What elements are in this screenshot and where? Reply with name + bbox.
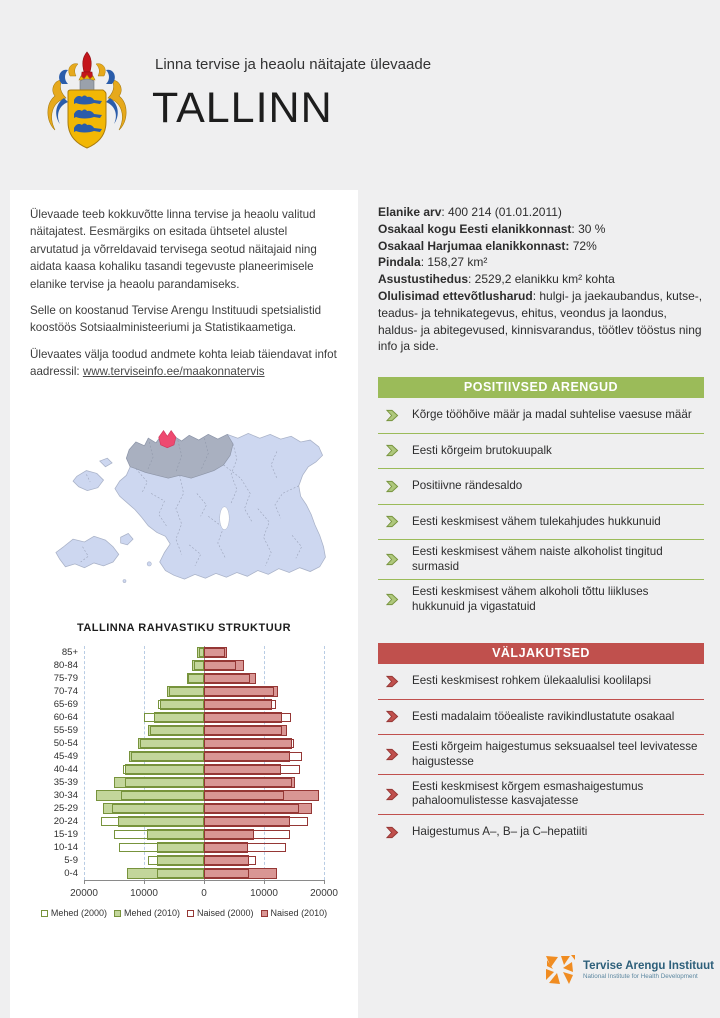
pyramid-bar: [131, 752, 204, 761]
legend-swatch: [41, 910, 48, 917]
chevron-right-icon: [386, 444, 399, 457]
pyramid-bar: [144, 713, 204, 722]
left-panel: [10, 190, 358, 1018]
legend-swatch: [261, 910, 268, 917]
challenges-section-header: VÄLJAKUTSED: [378, 643, 704, 664]
pyramid-bar: [123, 765, 204, 774]
terviseinfo-link[interactable]: www.terviseinfo.ee/maakonnatervis: [82, 365, 265, 379]
chevron-right-icon: [386, 409, 399, 422]
age-group-label: 60-64: [53, 712, 78, 723]
positives-section-header: POSITIIVSED ARENGUD: [378, 377, 704, 398]
pyramid-bar: [204, 674, 250, 683]
pyramid-bar: [204, 687, 274, 696]
pyramid-bar: [204, 739, 294, 748]
tai-logo-text: [583, 960, 714, 980]
intro-text: [10, 190, 358, 381]
positive-item: Eesti keskmisest vähem alkoholi tõttu liikluses hukkunuid ja vigastatuid: [378, 580, 704, 619]
pyramid-bar: [140, 739, 204, 748]
key-facts: [378, 204, 704, 355]
tallinn-coat-of-arms: [46, 50, 128, 162]
pyramid-bar: [112, 804, 204, 813]
pyramid-bar: [204, 791, 284, 800]
chart-legend: [10, 908, 358, 918]
tai-subtitle: National Institute for Health Development: [583, 973, 698, 980]
x-tick-label: 20000: [310, 888, 338, 899]
tai-burst-icon: [545, 955, 575, 985]
legend-item: Mehed (2010): [114, 908, 180, 918]
positive-item: Kõrge tööhõive määr ja madal suhtelise vaesuse määr: [378, 398, 704, 432]
pyramid-bar: [158, 700, 204, 709]
positive-item: Eesti keskmisest vähem naiste alkoholist tingitud surmasid: [378, 540, 704, 579]
saaremaa-island: [56, 536, 119, 567]
pyramid-bar: [101, 817, 204, 826]
chevron-right-icon: [386, 826, 399, 839]
intro-paragraph-1: Ülevaade teeb kokkuvõtte linna tervise ja heaolu valitud näitajatest. Eesmärgiks on esitada ühtsetel alustel arvutatud ja võrreldavaid tervisega seotud näitajaid ning aidata kaasa kohaliku tasandi tegevuste planeerimisele elanike tervise ja heaolu parandamiseks.: [30, 208, 317, 291]
positive-item: Positiivne rändesaldo: [378, 469, 704, 503]
legend-swatch: [187, 910, 194, 917]
legend-item: Naised (2010): [261, 908, 328, 918]
challenge-item: Eesti keskmisest rohkem ülekaalulisi koolilapsi: [378, 664, 704, 698]
fact-share-harjumaa: Osakaal Harjumaa elanikkonnast: 72%: [378, 238, 597, 253]
header: [0, 0, 720, 190]
pyramid-bar: [204, 778, 292, 787]
age-group-label: 75-79: [53, 673, 78, 684]
fact-density: Asustustihedus: 2529,2 elanikku km² kohta: [378, 272, 615, 287]
page-title: TALLINN: [152, 84, 333, 132]
hiiumaa-island: [73, 471, 103, 491]
x-tick-label: 20000: [70, 888, 98, 899]
challenge-item: Eesti kõrgeim haigestumus seksuaalsel teel levivatesse haigustesse: [378, 735, 704, 774]
x-tick-label: 0: [201, 888, 207, 899]
pyramid-bar: [114, 830, 204, 839]
intro-paragraph-2: Selle on koostanud Tervise Arengu Instituudi spetsialistid koostöös Sotsiaalministeeriumi ja Statistikaametiga.: [30, 303, 322, 335]
tai-logo: [545, 955, 714, 985]
x-tick-label: 10000: [130, 888, 158, 899]
age-group-label: 10-14: [53, 842, 78, 853]
age-group-label: 30-34: [53, 790, 78, 801]
age-group-label: 40-44: [53, 764, 78, 775]
estonia-map: [34, 402, 354, 602]
legend-item: Mehed (2000): [41, 908, 107, 918]
right-column: [378, 204, 704, 849]
pyramid-bar: [204, 856, 256, 865]
pyramid-age-labels: [46, 646, 78, 880]
chevron-right-icon: [386, 675, 399, 688]
positive-item: Eesti keskmisest vähem tulekahjudes hukkunuid: [378, 505, 704, 539]
fact-area: Pindala: 158,27 km²: [378, 255, 488, 270]
chevron-right-icon: [386, 553, 399, 566]
pyramid-bar: [204, 869, 249, 878]
pyramid-bar: [188, 674, 204, 683]
chevron-right-icon: [386, 788, 399, 801]
age-group-label: 65-69: [53, 699, 78, 710]
age-group-label: 15-19: [53, 829, 78, 840]
age-group-label: 0-4: [64, 868, 78, 879]
challenge-item: Eesti keskmisest kõrgem esmashaigestumus pahaloomulistesse kasvajatesse: [378, 775, 704, 814]
document-subtitle: Linna tervise ja heaolu näitajate ülevaade: [155, 56, 432, 73]
pyramid-bar: [204, 830, 290, 839]
age-group-label: 80-84: [53, 660, 78, 671]
pyramid-bar: [169, 687, 204, 696]
age-group-label: 25-29: [53, 803, 78, 814]
tallinn-highlight: [159, 431, 176, 448]
pyramid-bar: [204, 648, 225, 657]
challenge-item: Eesti madalaim tööealiste ravikindlustatute osakaal: [378, 700, 704, 734]
challenges-list: [378, 664, 704, 849]
intro-paragraph-3: [30, 346, 338, 381]
age-group-label: 20-24: [53, 816, 78, 827]
fact-population: Elanike arv: 400 214 (01.01.2011): [378, 205, 562, 219]
pyramid-bar: [157, 869, 204, 878]
positive-item: Eesti kõrgeim brutokuupalk: [378, 434, 704, 468]
tai-title: Tervise Arengu Instituut: [583, 960, 714, 972]
challenge-item: Haigestumus A–, B– ja C–hepatiiti: [378, 815, 704, 849]
pyramid-bar: [204, 661, 236, 670]
pyramid-bar: [194, 661, 204, 670]
pyramid-bar: [204, 726, 282, 735]
pyramid-bar: [204, 713, 291, 722]
pyramid-bar: [204, 765, 300, 774]
intro-link-prefix: Ülevaates välja toodud andmete kohta leiab täiendavat infot aadressil:: [30, 347, 337, 379]
positives-list: [378, 398, 704, 619]
age-group-label: 35-39: [53, 777, 78, 788]
chevron-right-icon: [386, 593, 399, 606]
pyramid-bar: [204, 817, 308, 826]
age-group-label: 45-49: [53, 751, 78, 762]
muhu-island: [121, 533, 133, 544]
pyramid-bar: [125, 778, 204, 787]
age-group-label: 85+: [61, 647, 78, 658]
age-group-label: 50-54: [53, 738, 78, 749]
legend-item: Naised (2000): [187, 908, 254, 918]
vormsi-island: [100, 458, 112, 467]
chevron-right-icon: [386, 480, 399, 493]
age-group-label: 5-9: [64, 855, 78, 866]
fact-share-estonia: Osakaal kogu Eesti elanikkonnast: 30 %: [378, 221, 606, 236]
pyramid-plot-area: [84, 646, 324, 880]
age-group-label: 70-74: [53, 686, 78, 697]
legend-swatch: [114, 910, 121, 917]
x-tick-label: 10000: [250, 888, 278, 899]
pyramid-bar: [148, 856, 204, 865]
age-group-label: 55-59: [53, 725, 78, 736]
pyramid-bar: [204, 804, 299, 813]
chart-title: TALLINNA RAHVASTIKU STRUKTUUR: [76, 622, 292, 634]
pyramid-bar: [204, 700, 276, 709]
pyramid-bar: [204, 843, 286, 852]
chevron-right-icon: [386, 710, 399, 723]
chevron-right-icon: [386, 515, 399, 528]
pyramid-bar: [150, 726, 204, 735]
pyramid-bar: [119, 843, 204, 852]
chevron-right-icon: [386, 748, 399, 761]
pyramid-bar: [204, 752, 302, 761]
pyramid-bar: [121, 791, 204, 800]
lake-vortsjarv: [220, 507, 230, 530]
fact-industries: Olulisimad ettevõtlusharud: hulgi- ja jaekaubandus, kutse-, teadus- ja tehnikategevus, ehitus, veondus ja laondus, haldus- ja abitegevused, kinnisvarandus, töötlev tööstus ning info ja side.: [378, 288, 703, 354]
